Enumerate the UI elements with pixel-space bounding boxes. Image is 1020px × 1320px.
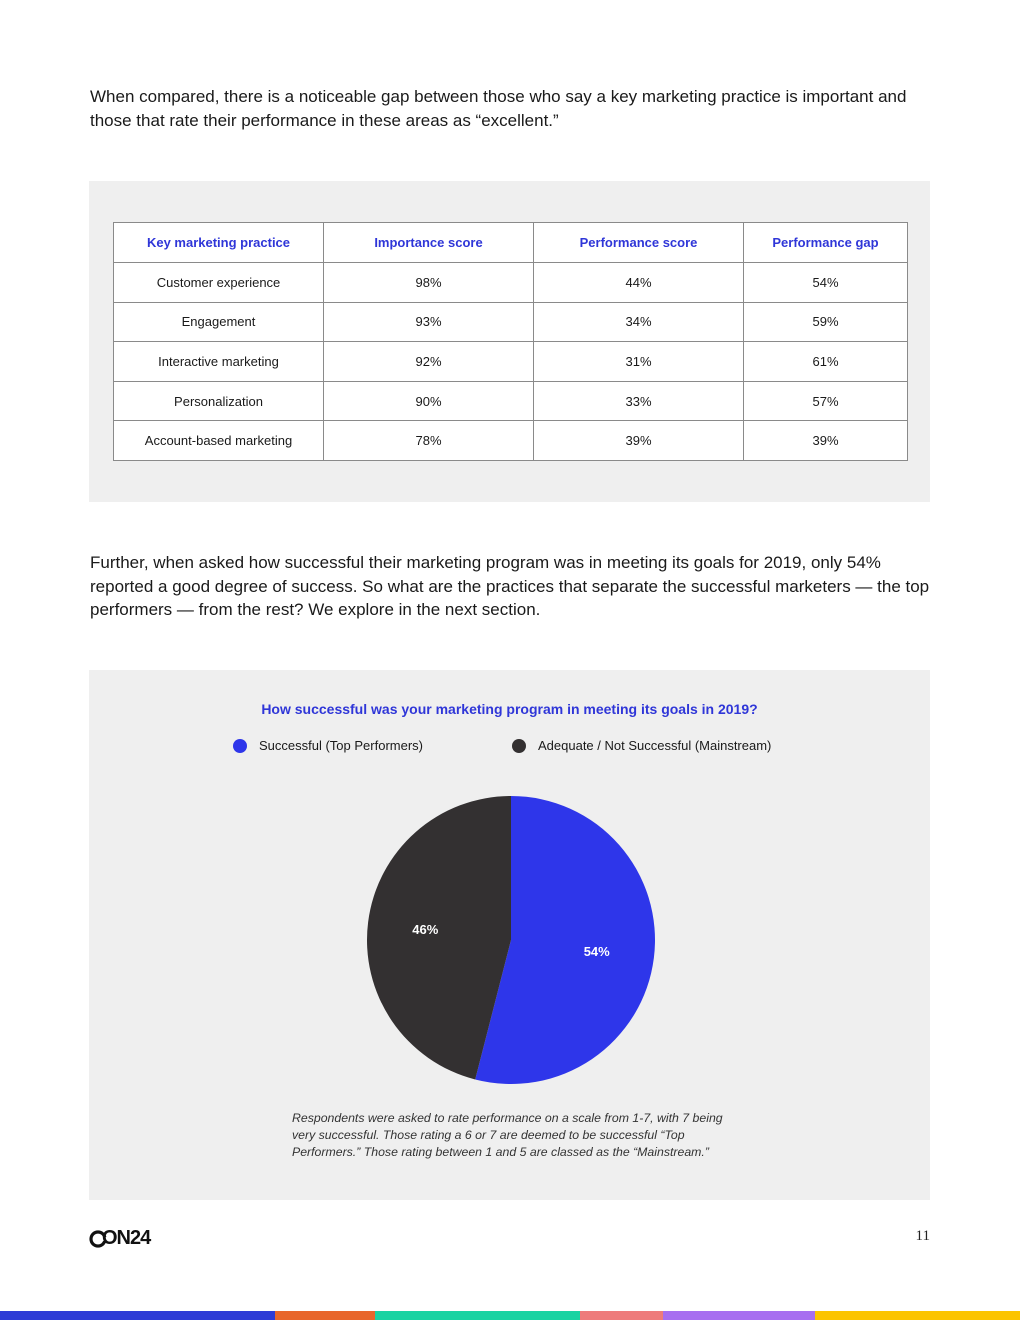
- footer-color-stripe: [0, 1311, 1020, 1320]
- header-gap: Performance gap: [744, 223, 908, 263]
- cell-practice: Interactive marketing: [114, 342, 324, 382]
- cell-gap: 54%: [744, 263, 908, 303]
- table-row: [114, 302, 908, 342]
- table-row: [114, 342, 908, 382]
- cell-importance: 98%: [324, 263, 534, 303]
- cell-importance: 90%: [324, 381, 534, 421]
- chart-panel: [89, 670, 930, 1200]
- chart-title: How successful was your marketing program in meeting its goals in 2019?: [261, 701, 758, 717]
- intro-paragraph: When compared, there is a noticeable gap between those who say a key marketing practice is important and those that rate their performance in these areas as “excellent.”: [90, 87, 907, 130]
- cell-gap: 61%: [744, 342, 908, 382]
- cell-performance: 34%: [534, 302, 744, 342]
- logo-text: ON24: [102, 1227, 151, 1249]
- cell-practice: Customer experience: [114, 263, 324, 303]
- cell-gap: 39%: [744, 421, 908, 461]
- chart-note: Respondents were asked to rate performance on a scale from 1-7, with 7 being very successful. Those rating a 6 or 7 are deemed to be successful “Top Performers.” Those rating between 1 and 5 are classed as the “Mainstream.”: [292, 1111, 723, 1159]
- cell-gap: 57%: [744, 381, 908, 421]
- table-row: [114, 381, 908, 421]
- cell-practice: Account-based marketing: [114, 421, 324, 461]
- cell-practice: Engagement: [114, 302, 324, 342]
- page-number: 11: [915, 1228, 930, 1244]
- cell-importance: 92%: [324, 342, 534, 382]
- pie-label-successful: 54%: [583, 943, 610, 959]
- stripe-segment: [375, 1311, 580, 1320]
- stripe-segment: [815, 1311, 1020, 1320]
- legend-label-mainstream: Adequate / Not Successful (Mainstream): [538, 738, 772, 753]
- stripe-segment: [580, 1311, 663, 1320]
- cell-importance: 78%: [324, 421, 534, 461]
- cell-practice: Personalization: [114, 381, 324, 421]
- cell-performance: 33%: [534, 381, 744, 421]
- stripe-segment: [0, 1311, 275, 1320]
- on24-logo: [89, 1227, 150, 1250]
- cell-performance: 44%: [534, 263, 744, 303]
- practices-table: [113, 222, 908, 461]
- cell-performance: 31%: [534, 342, 744, 382]
- cell-gap: 59%: [744, 302, 908, 342]
- legend-label-successful: Successful (Top Performers): [259, 738, 423, 753]
- header-practice: Key marketing practice: [114, 223, 324, 263]
- table-row: [114, 421, 908, 461]
- stripe-segment: [663, 1311, 815, 1320]
- table-row: [114, 263, 908, 303]
- table-panel: [89, 181, 930, 502]
- cell-importance: 93%: [324, 302, 534, 342]
- table-header-row: [114, 223, 908, 263]
- cell-performance: 39%: [534, 421, 744, 461]
- second-paragraph: Further, when asked how successful their marketing program was in meeting its goals for 2019, only 54% reported a good degree of success. So what are the practices that separate the successful marketers — the top performers — from the rest? We explore in the next section.: [90, 553, 930, 619]
- header-importance: Importance score: [324, 223, 534, 263]
- header-performance: Performance score: [534, 223, 744, 263]
- pie-label-mainstream: 46%: [412, 922, 439, 938]
- stripe-segment: [275, 1311, 375, 1320]
